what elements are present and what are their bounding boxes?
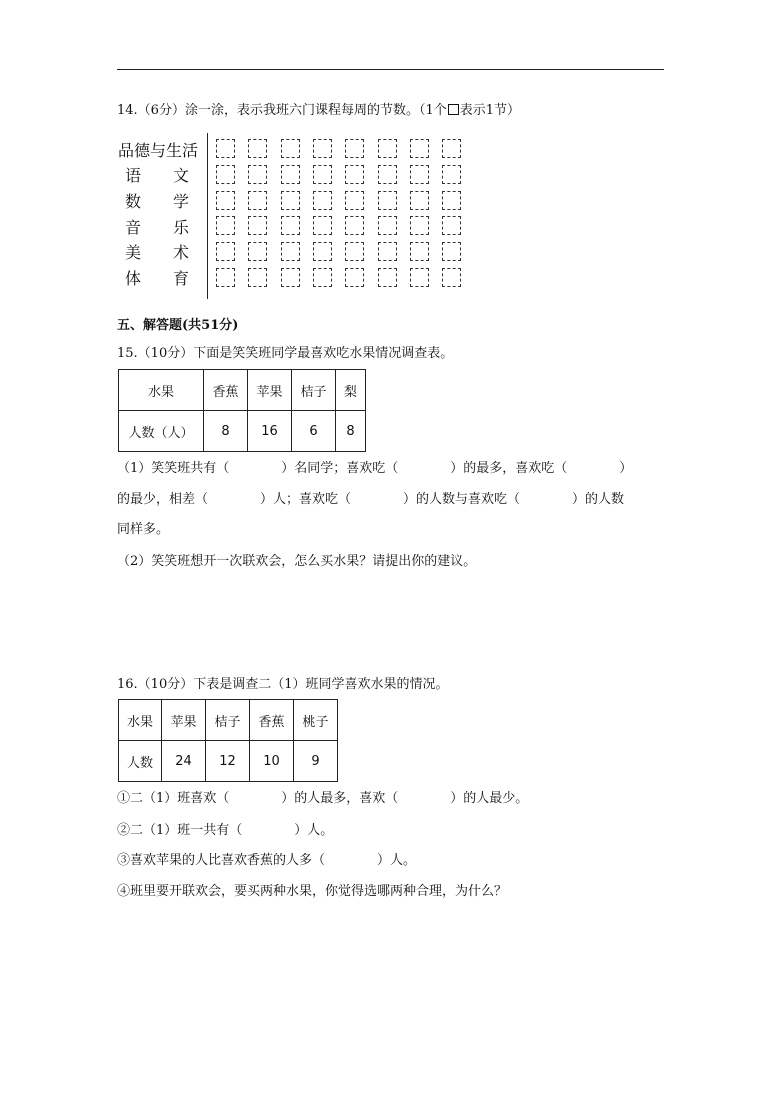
grid-cell[interactable] [313,268,332,287]
grid-cell[interactable] [410,165,429,184]
grid-cell[interactable] [281,139,300,158]
grid-cell[interactable] [410,191,429,210]
grid-cell[interactable] [281,268,300,287]
grid-cell[interactable] [345,268,364,287]
grid-cell[interactable] [281,242,300,261]
q14-title-part2: 表示1节） [459,103,520,118]
q16-line-2: ②二（1）班一共有（ ）人。 [117,823,334,838]
grid-cell[interactable] [378,139,397,158]
table-cell: 水果 [119,700,162,741]
table-cell: 香蕉 [204,370,248,411]
table-row [119,370,366,411]
grid-cell[interactable] [248,216,267,235]
q15-title: 15.（10分）下面是笑笑班同学最喜欢吃水果情况调查表。 [117,346,454,361]
table-cell: 水果 [119,370,204,411]
table-row [119,741,338,782]
q14-title [117,103,520,119]
grid-cell[interactable] [248,242,267,261]
table-cell: 6 [292,411,336,452]
grid-cell[interactable] [248,268,267,287]
grid-cell[interactable] [410,216,429,235]
table-cell: 桔子 [292,370,336,411]
grid-cell[interactable] [378,165,397,184]
table-cell: 8 [204,411,248,452]
q15-line-1: （1）笑笑班共有（ ）名同学；喜欢吃（ ）的最多，喜欢吃（ ） [117,461,633,476]
grid-cell[interactable] [216,165,235,184]
grid-cell[interactable] [378,268,397,287]
grid-cell[interactable] [345,191,364,210]
grid-cell[interactable] [248,139,267,158]
grid-cell[interactable] [345,165,364,184]
table-cell: 10 [250,741,294,782]
grid-cell[interactable] [216,191,235,210]
q16-line-3: ③喜欢苹果的人比喜欢香蕉的人多（ ）人。 [117,853,417,868]
q16-line-1: ①二（1）班喜欢（ ）的人最多，喜欢（ ）的人最少。 [117,791,529,806]
grid-cell[interactable] [313,242,332,261]
table-cell: 12 [206,741,250,782]
grid-cell[interactable] [216,139,235,158]
subject-label-pinde: 品德与生活 [118,141,199,160]
table-row [119,411,366,452]
grid-cell[interactable] [216,216,235,235]
table-cell: 16 [248,411,292,452]
grid-cell[interactable] [216,242,235,261]
q15-table [118,369,366,452]
q16-title: 16.（10分）下表是调查二（1）班同学喜欢水果的情况。 [117,677,449,692]
grid-cell[interactable] [442,139,461,158]
grid-cell[interactable] [410,268,429,287]
table-cell: 苹果 [162,700,206,741]
square-icon [448,104,459,115]
grid-cell[interactable] [345,242,364,261]
q15-line-3: 同样多。 [117,522,170,537]
grid-cell[interactable] [248,165,267,184]
grid-cell[interactable] [442,268,461,287]
table-cell: 桔子 [206,700,250,741]
grid-cell[interactable] [410,139,429,158]
grid-cell[interactable] [345,139,364,158]
table-cell: 人数 [119,741,162,782]
grid-cell[interactable] [442,165,461,184]
q15-line-4: （2）笑笑班想开一次联欢会，怎么买水果？请提出你的建议。 [117,554,477,569]
q14-title-part1: 14.（6分）涂一涂，表示我班六门课程每周的节数。（1个 [117,103,447,118]
grid-cell[interactable] [313,165,332,184]
table-cell: 8 [336,411,366,452]
grid-cell[interactable] [442,216,461,235]
table-row [119,700,338,741]
header-rule [117,69,664,70]
table-cell: 香蕉 [250,700,294,741]
table-cell: 24 [162,741,206,782]
table-cell: 桃子 [294,700,338,741]
table-cell: 9 [294,741,338,782]
grid-cell[interactable] [281,191,300,210]
table-cell: 梨 [336,370,366,411]
grid-cell[interactable] [313,216,332,235]
table-cell: 苹果 [248,370,292,411]
q16-table [118,699,338,782]
grid-axis-line [207,133,208,299]
table-cell: 人数（人） [119,411,204,452]
grid-cell[interactable] [313,139,332,158]
q16-line-4: ④班里要开联欢会，要买两种水果，你觉得选哪两种合理，为什么？ [117,884,508,899]
grid-cell[interactable] [378,216,397,235]
grid-cell[interactable] [281,216,300,235]
grid-cell[interactable] [378,191,397,210]
grid-cell[interactable] [378,242,397,261]
q15-line-2: 的最少，相差（ ）人；喜欢吃（ ）的人数与喜欢吃（ ）的人数 [117,492,625,507]
grid-cell[interactable] [248,191,267,210]
grid-cell[interactable] [345,216,364,235]
grid-cell[interactable] [442,242,461,261]
grid-cell[interactable] [410,242,429,261]
grid-cell[interactable] [313,191,332,210]
grid-cell[interactable] [442,191,461,210]
grid-cell[interactable] [281,165,300,184]
grid-cell[interactable] [216,268,235,287]
section-heading: 五、解答题(共51分) [117,318,239,333]
